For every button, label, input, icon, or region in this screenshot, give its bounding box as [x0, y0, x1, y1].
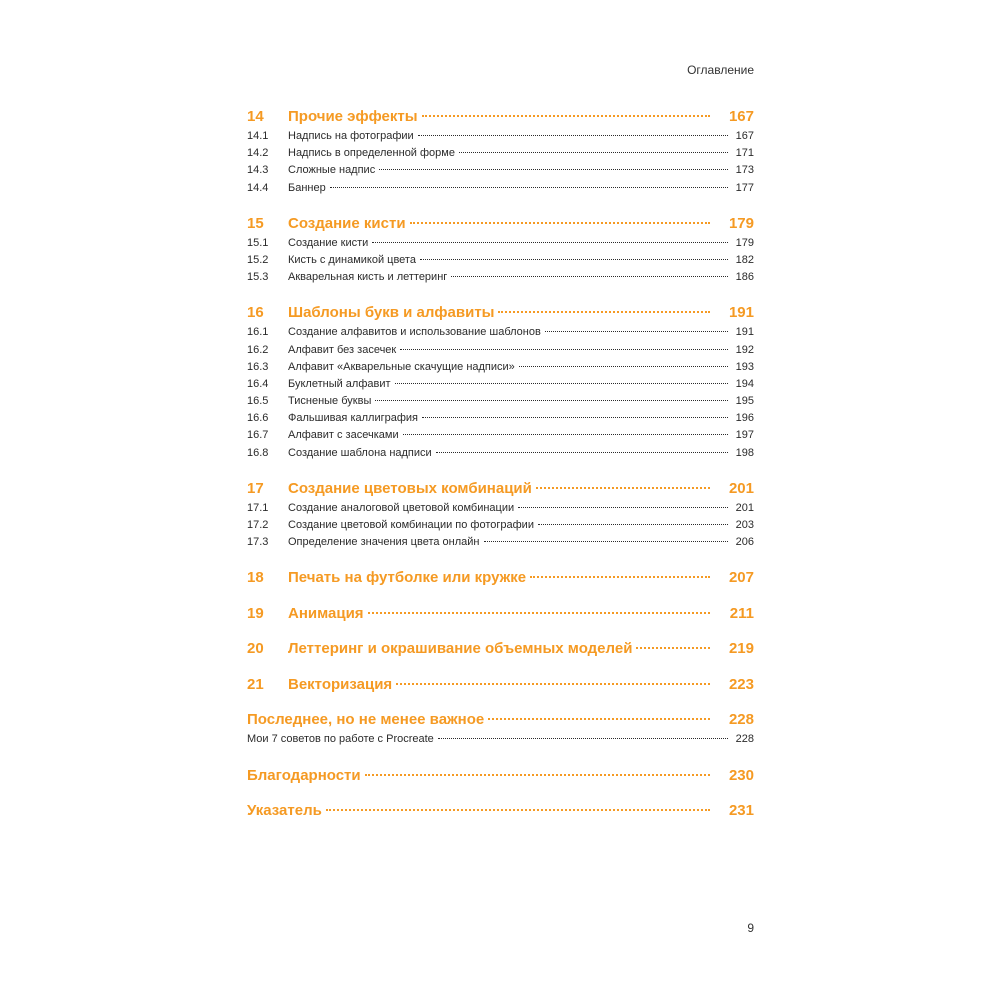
section-page: 206	[735, 536, 754, 549]
section-page: 179	[735, 236, 754, 249]
toc-section-14-2[interactable]	[247, 145, 754, 162]
toc-section-16-7[interactable]	[247, 427, 754, 444]
dot-leader	[545, 331, 728, 332]
section-page: 182	[735, 253, 754, 266]
toc-chapter-21[interactable]	[247, 674, 754, 696]
section-page: 192	[735, 343, 754, 356]
section-number: 14.3	[247, 164, 269, 177]
section-page: 203	[735, 519, 754, 531]
section-number: 15.1	[247, 236, 269, 249]
dot-leader	[484, 541, 729, 542]
section-number: 17.2	[247, 519, 269, 531]
chapter-page: 207	[728, 569, 754, 587]
section-title: Кисть с динамикой цвета	[288, 253, 416, 266]
section-title: Создание алфавитов и использование шаблонов	[288, 326, 541, 339]
toc-section-17-3[interactable]	[247, 534, 754, 551]
chapter-title: Векторизация	[288, 675, 393, 693]
toc-section-16-2[interactable]	[247, 342, 754, 359]
spacer	[247, 551, 754, 567]
section-page: 171	[735, 147, 754, 160]
section-number: 16.1	[247, 326, 269, 339]
dot-leader	[519, 366, 728, 367]
section-number: 16.5	[247, 395, 269, 408]
section-page: 177	[735, 181, 754, 194]
toc-chapter-14[interactable]	[247, 106, 754, 128]
dot-leader	[400, 349, 728, 350]
spacer	[247, 286, 754, 302]
dot-leader	[379, 169, 728, 170]
chapter-number: 14	[247, 108, 264, 125]
toc-section-17-1[interactable]	[247, 500, 754, 517]
toc-section-16-8[interactable]	[247, 445, 754, 462]
section-number: 16.8	[247, 446, 269, 459]
dot-leader	[636, 647, 710, 649]
section-page: 197	[735, 429, 754, 442]
chapter-page: 191	[728, 304, 754, 322]
dot-leader	[368, 612, 710, 614]
spacer	[247, 625, 754, 639]
dot-leader	[438, 738, 728, 739]
dot-leader	[372, 242, 728, 243]
toc-chapter-15[interactable]	[247, 213, 754, 235]
chapter-title: Прочие эффекты	[288, 108, 418, 125]
chapter-title: Благодарности	[247, 766, 361, 784]
dot-leader	[518, 507, 728, 508]
toc-chapter-thanks[interactable]	[247, 765, 754, 787]
chapter-title: Последнее, но не менее важное	[247, 711, 485, 729]
toc-section-16-1[interactable]	[247, 324, 754, 341]
section-number: 14.4	[247, 181, 269, 194]
section-title: Фальшивая каллиграфия	[288, 412, 419, 425]
chapter-title: Шаблоны букв и алфавиты	[288, 304, 495, 322]
spacer	[247, 197, 754, 213]
dot-leader	[396, 683, 710, 685]
section-page: 191	[735, 326, 754, 339]
section-number: 16.7	[247, 429, 269, 442]
dot-leader	[410, 222, 710, 224]
toc-section-17-2[interactable]	[247, 517, 754, 534]
section-page: 228	[735, 733, 754, 746]
chapter-title: Печать на футболке или кружке	[288, 569, 527, 587]
chapter-page: 231	[728, 802, 754, 820]
section-page: 173	[735, 164, 754, 177]
dot-leader	[538, 524, 728, 525]
section-title: Создание аналоговой цветовой комбинации	[288, 501, 515, 514]
toc-chapter-19[interactable]	[247, 603, 754, 625]
section-title: Надпись на фотографии	[288, 130, 414, 142]
toc-section-15-2[interactable]	[247, 252, 754, 269]
toc-chapter-18[interactable]	[247, 567, 754, 589]
dot-leader	[365, 774, 710, 776]
section-title: Акварельная кисть и леттеринг	[288, 271, 448, 284]
section-page: 167	[735, 130, 754, 142]
section-title: Надпись в определенной форме	[288, 147, 455, 160]
dot-leader	[459, 152, 728, 153]
dot-leader	[418, 135, 728, 136]
section-title: Тисненые буквы	[288, 395, 372, 408]
section-number: 16.3	[247, 360, 269, 373]
chapter-page: 167	[728, 108, 754, 125]
chapter-number: 21	[247, 675, 264, 693]
dot-leader	[488, 718, 710, 720]
chapter-page: 219	[728, 640, 754, 658]
spacer	[247, 696, 754, 710]
chapter-page: 179	[728, 214, 754, 232]
chapter-page: 223	[728, 675, 754, 693]
dot-leader	[451, 276, 728, 277]
section-title: Баннер	[288, 181, 326, 194]
chapter-page: 211	[729, 604, 754, 622]
toc-chapter-17[interactable]	[247, 478, 754, 500]
chapter-title: Создание цветовых комбинаций	[288, 479, 532, 497]
dot-leader	[422, 115, 710, 117]
section-number: 16.4	[247, 377, 269, 390]
running-header: Оглавление	[687, 63, 754, 77]
section-number: 16.6	[247, 412, 269, 425]
section-title: Мои 7 советов по работе с Procreate	[247, 733, 434, 746]
section-number: 17.3	[247, 536, 269, 549]
chapter-number: 16	[247, 304, 264, 322]
toc-section-16-3[interactable]	[247, 359, 754, 376]
chapter-page: 228	[728, 711, 754, 729]
toc-section-14-1[interactable]	[247, 128, 754, 145]
section-number: 14.2	[247, 147, 269, 160]
section-title: Алфавит без засечек	[288, 343, 397, 356]
chapter-title: Анимация	[288, 604, 364, 622]
toc-section-last-1[interactable]	[247, 731, 754, 748]
dot-leader	[395, 383, 728, 384]
toc-section-15-1[interactable]	[247, 235, 754, 252]
dot-leader	[436, 452, 728, 453]
section-page: 193	[735, 360, 754, 373]
chapter-page: 201	[728, 479, 754, 497]
dot-leader	[420, 259, 728, 260]
chapter-number: 17	[247, 479, 264, 497]
dot-leader	[403, 434, 728, 435]
page-number: 9	[747, 921, 754, 935]
spacer	[247, 749, 754, 765]
section-page: 196	[735, 412, 754, 425]
dot-leader	[330, 187, 728, 188]
toc-section-16-6[interactable]	[247, 410, 754, 427]
toc-chapter-20[interactable]	[247, 638, 754, 660]
chapter-title: Леттеринг и окрашивание объемных моделей	[288, 640, 633, 658]
dot-leader	[536, 487, 710, 489]
toc-chapter-last[interactable]	[247, 709, 754, 731]
toc-section-14-3[interactable]	[247, 162, 754, 179]
section-number: 16.2	[247, 343, 269, 356]
spacer	[247, 787, 754, 801]
table-of-contents	[247, 106, 754, 822]
chapter-number: 20	[247, 640, 264, 658]
toc-chapter-index[interactable]	[247, 800, 754, 822]
toc-section-15-3[interactable]	[247, 269, 754, 286]
toc-chapter-16[interactable]	[247, 302, 754, 324]
section-page: 201	[735, 501, 754, 514]
section-number: 17.1	[247, 501, 269, 514]
toc-section-16-5[interactable]	[247, 393, 754, 410]
section-page: 198	[735, 446, 754, 459]
section-page: 195	[735, 395, 754, 408]
chapter-number: 19	[247, 604, 264, 622]
chapter-page: 230	[728, 766, 754, 784]
dot-leader	[422, 417, 728, 418]
dot-leader	[530, 576, 710, 578]
section-title: Сложные надпис	[288, 164, 376, 177]
chapter-title: Создание кисти	[288, 214, 406, 232]
chapter-title: Указатель	[247, 802, 322, 820]
section-title: Создание кисти	[288, 236, 369, 249]
section-number: 15.2	[247, 253, 269, 266]
spacer	[247, 589, 754, 603]
section-page: 194	[735, 377, 754, 390]
section-title: Алфавит «Акварельные скачущие надписи»	[288, 360, 515, 373]
toc-section-14-4[interactable]	[247, 180, 754, 197]
section-title: Определение значения цвета онлайн	[288, 536, 480, 549]
section-number: 14.1	[247, 130, 269, 142]
toc-section-16-4[interactable]	[247, 376, 754, 393]
dot-leader	[375, 400, 728, 401]
section-title: Создание шаблона надписи	[288, 446, 432, 459]
section-number: 15.3	[247, 271, 269, 284]
section-title: Буклетный алфавит	[288, 377, 391, 390]
dot-leader	[498, 311, 710, 313]
section-title: Создание цветовой комбинации по фотографии	[288, 519, 534, 531]
section-page: 186	[735, 271, 754, 284]
chapter-number: 18	[247, 569, 264, 587]
section-title: Алфавит с засечками	[288, 429, 399, 442]
dot-leader	[326, 809, 710, 811]
spacer	[247, 462, 754, 478]
spacer	[247, 660, 754, 674]
chapter-number: 15	[247, 214, 264, 232]
